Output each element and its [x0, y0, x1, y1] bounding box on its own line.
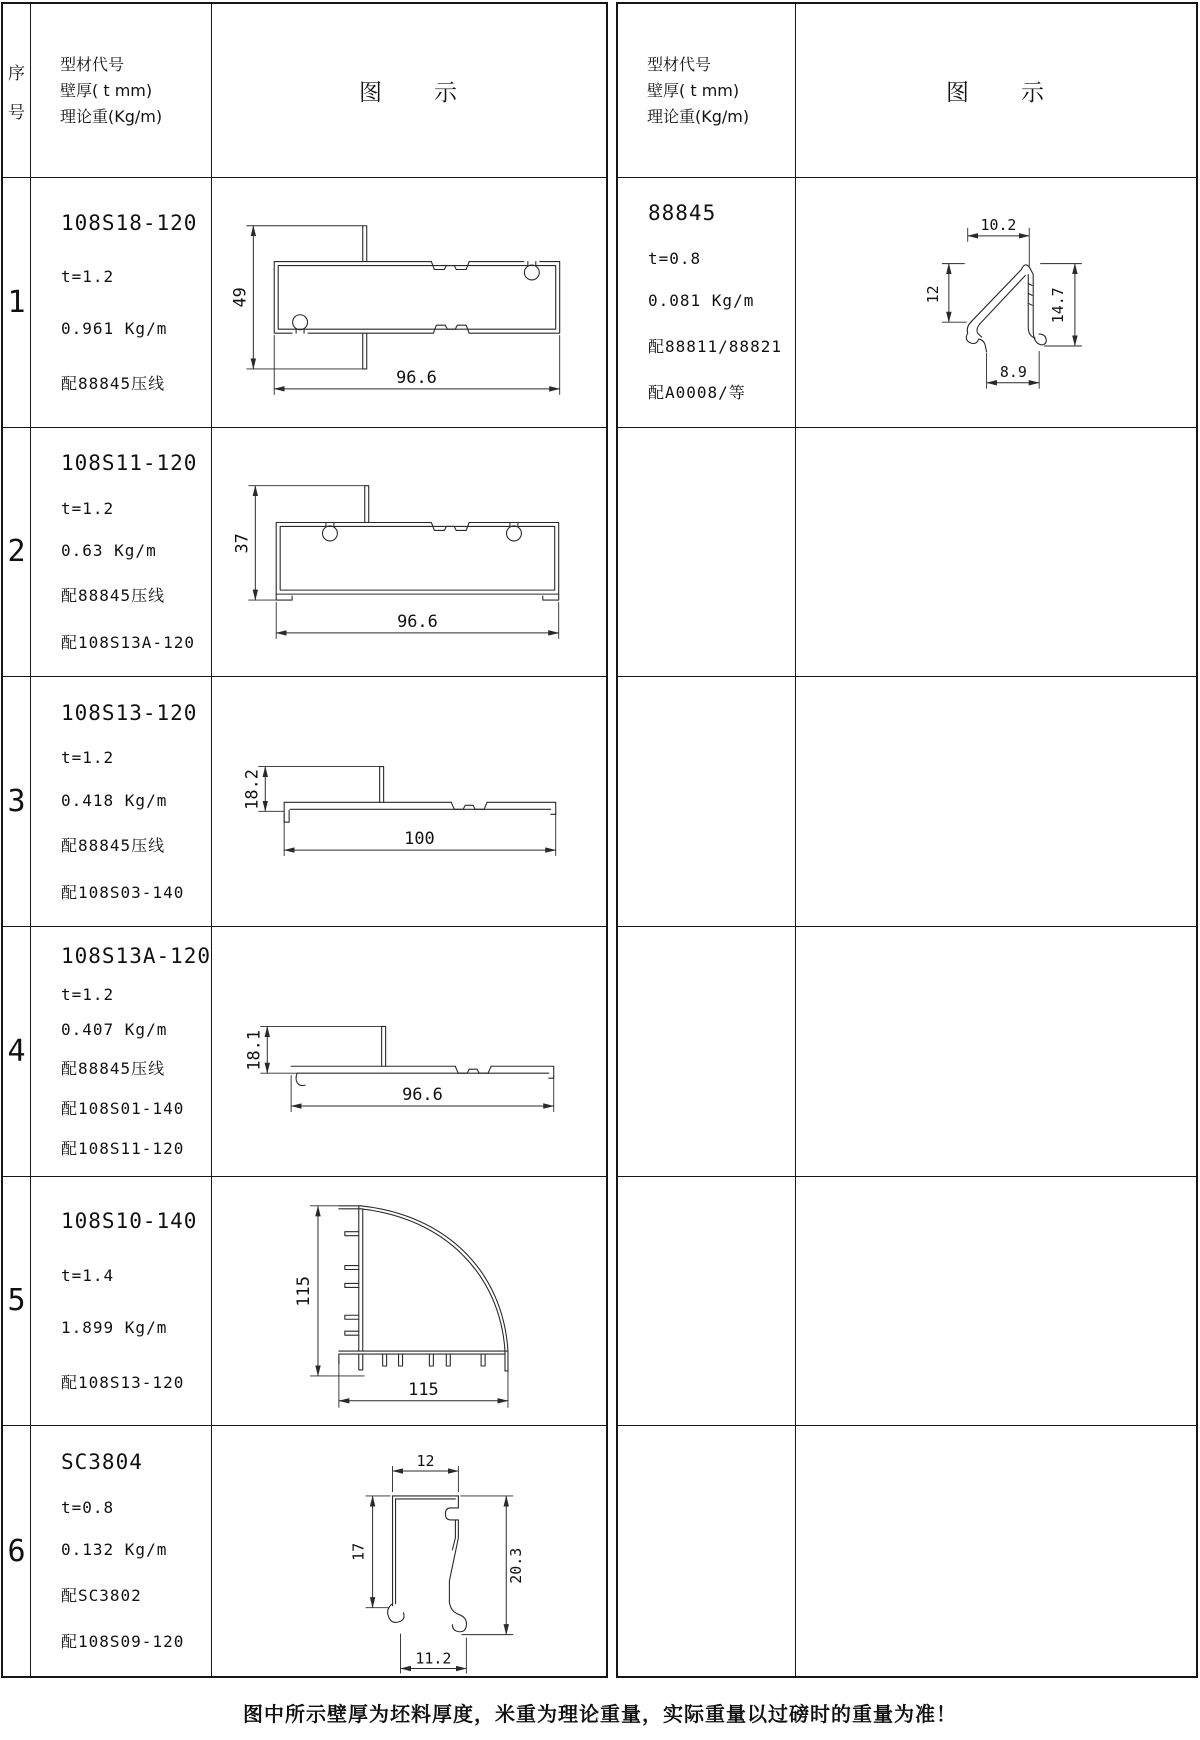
- profile-diagram-svg: [212, 1426, 606, 1676]
- profile-diagram-svg: [212, 1177, 606, 1426]
- profile-code: 108S13A-120: [61, 943, 212, 968]
- info-cell-88845: [618, 178, 796, 428]
- diagram-cell-108S18-120: [212, 178, 606, 428]
- header-info-line: 壁厚( t mm): [647, 80, 740, 100]
- empty-info-cell: [618, 1177, 796, 1427]
- header-info-line: 理论重(Kg/m): [60, 106, 163, 126]
- profile-spec: t=1.2: [61, 748, 115, 768]
- profile-spec: t=0.8: [61, 1497, 115, 1517]
- footer-note: 图中所示壁厚为坯料厚度，米重为理论重量，实际重量以过磅时的重量为准！: [243, 1702, 957, 1726]
- dim-label-width: 100: [404, 828, 435, 849]
- profile-diagram-svg: [212, 428, 606, 677]
- diagram-cell-108S13A-120: [212, 927, 606, 1177]
- profile-code: SC3804: [61, 1449, 143, 1474]
- profile-outline: [274, 262, 559, 334]
- profile-spec: 配SC3802: [61, 1585, 142, 1605]
- seq-cell-4: [3, 927, 31, 1177]
- extension-line: [366, 1466, 514, 1673]
- profile-spec: 1.899 Kg/m: [61, 1317, 168, 1337]
- header-diagram-label: 图 示: [946, 80, 1046, 106]
- seq-cell-2: [3, 428, 31, 678]
- diagram-cell-108S11-120: [212, 428, 606, 678]
- header-diagram-cell-left: [212, 4, 606, 178]
- diagram-cell-88845: [796, 178, 1196, 428]
- diagram-cell-SC3804: [212, 1426, 606, 1676]
- dim-label-height: 115: [293, 1275, 314, 1307]
- dim-label-height: 37: [231, 532, 252, 554]
- profile-spec: 配88811/88821: [648, 336, 782, 356]
- profile-code: 108S10-140: [61, 1209, 198, 1234]
- header-info-line: 型材代号: [60, 54, 125, 74]
- profile-code: 108S13-120: [61, 700, 198, 725]
- seq-number: 4: [7, 1033, 26, 1069]
- profile-diagram-svg: [796, 178, 1196, 427]
- profile-spec: 配108S13-120: [61, 1372, 185, 1392]
- profile-spec: 配88845压线: [61, 836, 166, 856]
- right-table: [616, 2, 1198, 1678]
- dim-label-top: 10.2: [980, 215, 1017, 234]
- diagram-cell-108S10-140: [212, 1177, 606, 1427]
- empty-diagram-cell: [796, 677, 1196, 927]
- profile-spec: 配108S01-140: [61, 1098, 185, 1118]
- info-cell-108S13A-120: [31, 927, 212, 1177]
- empty-info-cell: [618, 677, 796, 927]
- profile-spec: 0.407 Kg/m: [61, 1020, 168, 1040]
- profile-spec: 0.961 Kg/m: [61, 319, 168, 339]
- empty-diagram-cell: [796, 1177, 1196, 1427]
- info-cell-108S11-120: [31, 428, 212, 678]
- empty-info-cell: [618, 927, 796, 1177]
- header-info-line: 理论重(Kg/m): [647, 106, 750, 126]
- seq-cell-6: [3, 1426, 31, 1676]
- header-diagram-label: 图 示: [359, 80, 459, 106]
- profile-spec: t=1.4: [61, 1266, 115, 1286]
- header-info-cell-left: [31, 4, 212, 178]
- profile-outline: [972, 265, 1047, 345]
- profile-code: 88845: [648, 201, 717, 226]
- profile-spec: 配88845压线: [61, 1059, 166, 1079]
- seq-number: 2: [7, 534, 26, 570]
- header-diagram-cell-right: [796, 4, 1196, 178]
- empty-info-cell: [618, 1426, 796, 1676]
- header-info-cell-right: [618, 4, 796, 178]
- profile-spec: 配108S09-120: [61, 1632, 185, 1652]
- info-cell-108S10-140: [31, 1177, 212, 1427]
- profile-spec: 配108S13A-120: [61, 632, 195, 652]
- profile-spec: 配108S03-140: [61, 882, 185, 902]
- profile-outline: [291, 1066, 554, 1078]
- dim-label-width: 115: [408, 1378, 439, 1399]
- dim-label-bottom: 11.2: [415, 1649, 452, 1668]
- profile-spec: t=0.8: [648, 248, 702, 268]
- empty-info-cell: [618, 428, 796, 678]
- profile-spec: 配108S11-120: [61, 1138, 185, 1158]
- info-cell-SC3804: [31, 1426, 212, 1676]
- header-info-line: 型材代号: [647, 54, 712, 74]
- dim-label-width: 96.6: [396, 366, 437, 387]
- profile-outline: [276, 522, 558, 594]
- seq-cell-1: [3, 178, 31, 428]
- info-cell-108S13-120: [31, 677, 212, 927]
- dim-label-height: 18.1: [243, 1029, 264, 1071]
- dim-label-width: 96.6: [397, 610, 438, 631]
- header-seq-top: 序: [8, 63, 25, 84]
- header-info-line: 壁厚( t mm): [60, 80, 153, 100]
- header-seq-bottom: 号: [8, 102, 25, 123]
- profile-spec: t=1.2: [61, 984, 115, 1004]
- profile-spec: 0.63 Kg/m: [61, 540, 157, 560]
- profile-code: 108S11-120: [61, 451, 198, 476]
- profile-code: 108S18-120: [61, 210, 198, 235]
- profile-spec: 0.132 Kg/m: [61, 1540, 168, 1560]
- dim-label-height: 18.2: [241, 769, 262, 811]
- seq-cell-3: [3, 677, 31, 927]
- empty-diagram-cell: [796, 927, 1196, 1177]
- empty-diagram-cell: [796, 1426, 1196, 1676]
- seq-number: 3: [7, 784, 26, 820]
- profile-spec: 配A0008/等: [648, 383, 746, 403]
- profile-spec: 配88845压线: [61, 586, 166, 606]
- seq-number: 6: [7, 1533, 26, 1569]
- profile-spec: t=1.2: [61, 267, 115, 287]
- dim-label-width: 96.6: [402, 1084, 443, 1105]
- seq-cell-5: [3, 1177, 31, 1427]
- dim-label-right: 14.7: [1048, 287, 1067, 324]
- dim-label-height: 49: [229, 287, 250, 308]
- profile-diagram-svg: [212, 677, 606, 926]
- dim-label-bottom: 8.9: [999, 362, 1027, 381]
- profile-diagram-svg: [212, 178, 606, 427]
- empty-diagram-cell: [796, 428, 1196, 678]
- dim-label-left: 17: [349, 1543, 368, 1562]
- profile-spec: 0.418 Kg/m: [61, 790, 168, 810]
- profile-outline: [284, 803, 556, 815]
- profile-spec: t=1.2: [61, 498, 115, 518]
- seq-number: 5: [7, 1283, 26, 1319]
- profile-outline: [393, 1496, 459, 1499]
- info-cell-108S18-120: [31, 178, 212, 428]
- seq-number: 1: [7, 284, 26, 320]
- profile-diagram-svg: [212, 927, 606, 1176]
- dim-label-left: 12: [923, 285, 942, 304]
- header-seq-cell: [3, 4, 31, 178]
- profile-spec: 配88845压线: [61, 373, 166, 393]
- extension-line: [310, 1206, 508, 1408]
- left-table: [1, 2, 608, 1678]
- profile-outline: [339, 1206, 361, 1209]
- dim-label-right: 20.3: [507, 1548, 526, 1585]
- profile-spec: 0.081 Kg/m: [648, 291, 755, 311]
- diagram-cell-108S13-120: [212, 677, 606, 927]
- dim-label-top: 12: [416, 1452, 435, 1471]
